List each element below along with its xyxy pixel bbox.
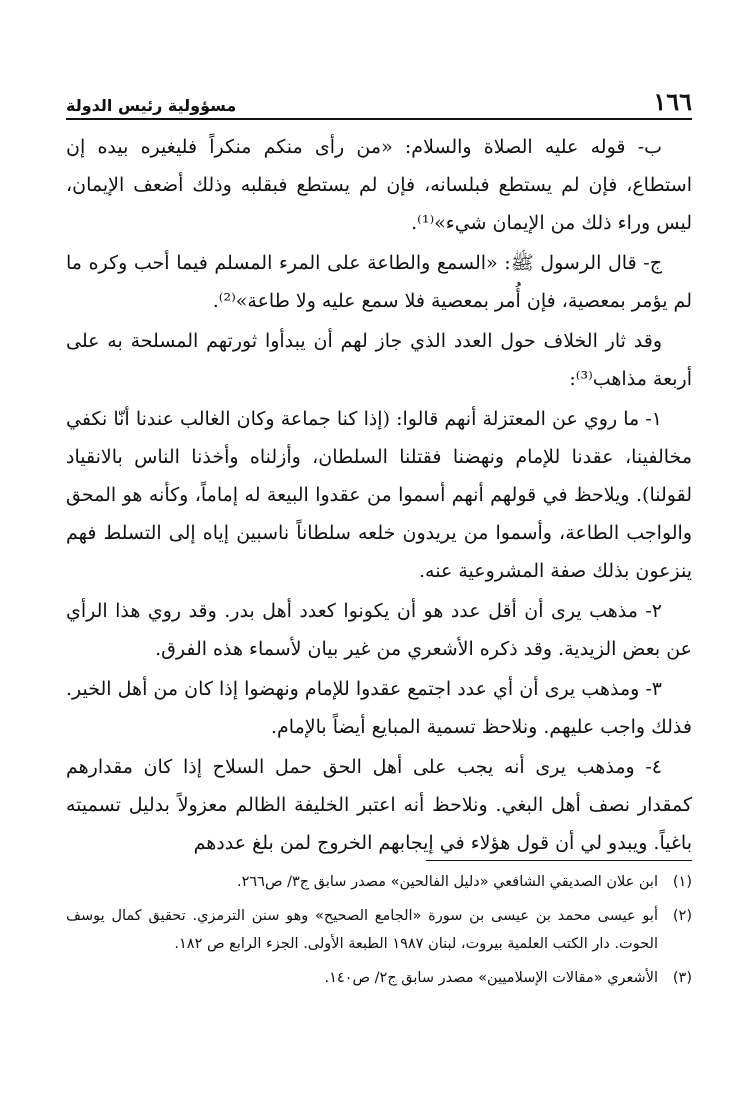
footnote-item	[66, 964, 692, 992]
paragraph-disagreement-intro: وقد ثار الخلاف حول العدد الذي جاز لهم أن يبدأوا ثورتهم المسلحة به على أربعة مذاهب⁽³⁾:	[66, 330, 692, 390]
paragraph-opinion-4: ٤- ومذهب يرى أنه يجب على أهل الحق حمل السلاح إذا كان مقدارهم كمقدار نصف أهل البغي. ونلاحظ أنه اعتبر الخليفة الظالم معزولاً بدليل تسميته باغياً. ويبدو لي أن قول هؤلاء في إيجابهم الخروج لمن بلغ عددهم	[66, 756, 692, 854]
footnote-number: (٢)	[672, 908, 692, 924]
paragraph-opinion-1: ١- ما روي عن المعتزلة أنهم قالوا: (إذا كنا جماعة وكان الغالب عندنا أنّا نكفي مخالفينا، عقدنا للإمام ونهضنا فقتلنا السلطان، وأزلناه وأخذنا الناس بالانقياد لقولنا). ويلاحظ في قولهم أنهم أسموا من عقدوا البيعة له إماماً، وكأنه هو المحق والواجب الطاعة، وأسموا من يريدون خلعه سلطاناً ناسبين إياه إلى التسلط فهم ينزعون بذلك صفة المشروعية عنه.	[66, 408, 692, 582]
page-header	[66, 80, 692, 120]
paragraph-opinion-2: ٢- مذهب يرى أن أقل عدد هو أن يكونوا كعدد أهل بدر. وقد روي هذا الرأي عن بعض الزيدية. وقد ذكره الأشعري من غير بيان لأسماء هذه الفرق.	[66, 600, 692, 660]
footnote-text: الأشعري «مقالات الإسلاميين» مصدر سابق ج٢/ ص١٤٠.	[324, 970, 658, 986]
footnote-number: (١)	[672, 874, 692, 890]
paragraph-hadith-b: ب- قوله عليه الصلاة والسلام: «من رأى منكم منكراً فليغيره بيده إن استطاع، فإن لم يستطع فبلسانه، فإن لم يستطع فبقلبه وذلك أضعف الإيمان، ليس وراء ذلك من الإيمان شيء»⁽¹⁾.	[66, 136, 692, 234]
footnote-text: ابن علان الصديقي الشافعي «دليل الفالحين» مصدر سابق ج٣/ ص٢٦٦.	[236, 874, 658, 890]
footnote-separator	[426, 860, 692, 861]
footnote-text: أبو عيسى محمد بن عيسى بن سورة «الجامع الصحيح» وهو سنن الترمزي. تحقيق كمال يوسف الحوت. دار الكتب العلمية بيروت، لبنان ١٩٨٧ الطبعة الأولى. الجزء الرابع ص ١٨٢.	[66, 908, 658, 952]
paragraph-opinion-3: ٣- ومذهب يرى أن أي عدد اجتمع عقدوا للإمام ونهضوا إذا كان من أهل الخير. فذلك واجب عليهم. ونلاحظ تسمية المبايع أيضاً بالإمام.	[66, 678, 692, 738]
footnote-number: (٣)	[672, 970, 692, 986]
running-title: مسؤولية رئيس الدولة	[66, 96, 237, 115]
footnotes	[66, 868, 692, 998]
main-text	[66, 128, 692, 864]
page-number: ١٦٦	[653, 87, 692, 116]
paragraph-hadith-c: ج- قال الرسول ﷺ: «السمع والطاعة على المرء المسلم فيما أحب وكره ما لم يؤمر بمعصية، فإن أُمر بمعصية فلا سمع عليه ولا طاعة»⁽²⁾.	[66, 252, 692, 312]
footnote-item	[66, 868, 692, 896]
footnote-item	[66, 902, 692, 958]
